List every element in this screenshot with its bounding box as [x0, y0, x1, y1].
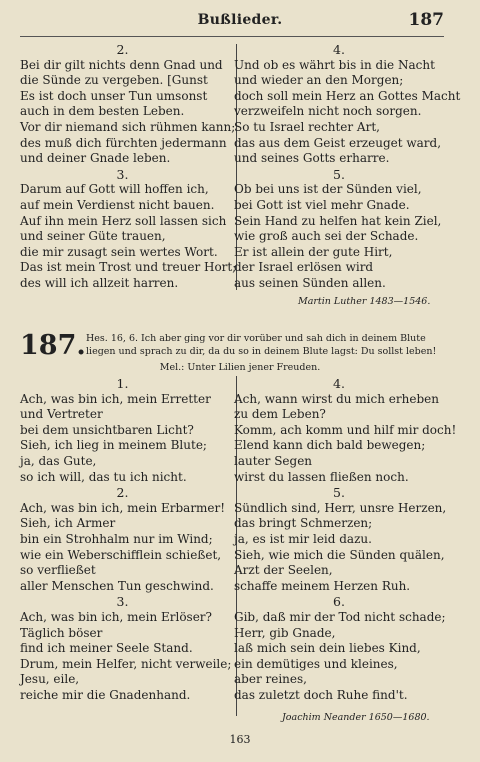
verse-line: aller Menschen Tun geschwind.	[20, 578, 214, 593]
verse-number: 2.	[116, 485, 129, 501]
verse-line: auch in dem besten Leben.	[20, 104, 185, 119]
verse-line: Es ist doch unser Tun umsonst	[20, 88, 208, 103]
verse-line: Drum, mein Helfer, nicht verweile;	[20, 656, 232, 671]
verse-line: die Sünde zu vergeben. [Gunst	[20, 73, 208, 88]
verse-line: des muß dich fürchten jedermann	[20, 135, 227, 150]
verse-line: das aus dem Geist erzeuget ward,	[234, 135, 442, 150]
hymn-187-author: Joachim Neander 1650—1680.	[282, 712, 430, 723]
verse-line: find ich meiner Seele Stand.	[20, 641, 193, 656]
verse-line: Sieh, ich Armer	[20, 516, 116, 531]
verse-line: ein demütiges und kleines,	[234, 656, 398, 671]
verse-line: Darum auf Gott will hoffen ich,	[20, 182, 209, 197]
verse-line: Ob bei uns ist der Sünden viel,	[234, 182, 422, 197]
verse-line: reiche mir die Gnadenhand.	[20, 687, 191, 702]
verse-number: 3.	[116, 594, 129, 610]
verse-line: und Vertreter	[20, 407, 103, 422]
verse-line: Vor dir niemand sich rühmen kann;	[20, 119, 236, 134]
verse-line: so ich will, das tu ich nicht.	[20, 469, 187, 484]
verse-line: des will ich allzeit harren.	[20, 275, 179, 290]
reference-line: liegen und sprach zu dir, da du so in deinem Blute lagst: Du sollst leben!	[86, 345, 437, 357]
verse-line: laß mich sein dein liebes Kind,	[234, 641, 421, 656]
verse-line: Bei dir gilt nichts denn Gnad und	[20, 57, 223, 72]
verse-line: Gib, daß mir der Tod nicht schade;	[234, 609, 446, 624]
verse-number: 6.	[333, 594, 345, 610]
verse-line: das bringt Schmerzen;	[234, 516, 373, 531]
verse-line: lauter Segen	[234, 453, 313, 468]
verse-number: 3.	[116, 166, 129, 182]
verse-line: Jesu, eile,	[20, 672, 80, 687]
verse-line: Ach, was bin ich, mein Erretter	[20, 391, 211, 406]
hymn-187-right-column	[234, 376, 457, 703]
verse-line: Er ist allein der gute Hirt,	[234, 244, 393, 259]
verse-line: und wieder an den Morgen;	[234, 73, 404, 88]
verse-line: Komm, ach komm und hilf mir doch!	[234, 422, 457, 437]
verse-line: So tu Israel rechter Art,	[234, 119, 380, 134]
verse-line: doch soll mein Herz an Gottes Macht	[234, 88, 461, 103]
section-title: Bußlieder.	[197, 12, 283, 28]
verse-line: schaffe meinem Herzen Ruh.	[234, 578, 411, 593]
verse-line: Arzt der Seelen,	[234, 563, 333, 578]
verse-line: Sieh, wie mich die Sünden quälen,	[234, 547, 445, 562]
page-number: 187	[408, 10, 444, 30]
verse-line: bei Gott ist viel mehr Gnade.	[234, 197, 410, 212]
verse-line: Täglich böser	[20, 625, 103, 640]
verse-number: 5.	[333, 485, 345, 501]
signature-mark: 163	[229, 733, 251, 746]
verse-line: auf mein Verdienst nicht bauen.	[20, 197, 215, 212]
verse-line: wie ein Weberschifflein schießet,	[20, 547, 222, 562]
verse-line: Ach, was bin ich, mein Erlöser?	[20, 609, 212, 624]
verse-line: Und ob es währt bis in die Nacht	[234, 57, 435, 72]
verse-line: wirst du lassen fließen noch.	[234, 469, 409, 484]
verse-line: zu dem Leben?	[234, 407, 326, 422]
verse-line: so verfließet	[20, 563, 96, 578]
verse-line: und seiner Güte trauen,	[20, 229, 166, 244]
hymn-186-author: Martin Luther 1483—1546.	[298, 296, 431, 307]
header-rule	[20, 36, 444, 37]
verse-line: und deiner Gnade leben.	[20, 151, 171, 166]
verse-line: bin ein Strohhalm nur im Wind;	[20, 531, 213, 546]
verse-line: Das ist mein Trost und treuer Hort;	[20, 260, 237, 275]
verse-line: die mir zusagt sein wertes Wort.	[20, 244, 218, 259]
verse-line: aus seinen Sünden allen.	[234, 275, 386, 290]
verse-line: ja, es ist mir leid dazu.	[234, 531, 372, 546]
verse-line: aber reines,	[234, 672, 307, 687]
verse-line: Ach, was bin ich, mein Erbarmer!	[20, 500, 226, 515]
hymn-187-number: 187.	[20, 330, 86, 361]
verse-line: Sündlich sind, Herr, unsre Herzen,	[234, 500, 447, 515]
verse-number: 2.	[116, 42, 129, 57]
verse-line: Elend kann dich bald bewegen;	[234, 438, 426, 453]
verse-line: bei dem unsichtbaren Licht?	[20, 422, 194, 437]
verse-line: das zuletzt doch Ruhe find't.	[234, 687, 408, 702]
verse-line: Auf ihn mein Herz soll lassen sich	[20, 213, 227, 228]
hymn-186-left-column	[20, 42, 237, 292]
verse-number: 4.	[333, 42, 345, 57]
verse-line: und seines Gotts erharre.	[234, 151, 390, 166]
verse-line: Sein Hand zu helfen hat kein Ziel,	[234, 213, 442, 228]
verse-line: verzweifeln nicht noch sorgen.	[234, 104, 422, 119]
hymn-187-melody: Mel.: Unter Lilien jener Freuden.	[159, 362, 321, 373]
verse-line: ja, das Gute,	[20, 453, 97, 468]
verse-number: 5.	[333, 166, 345, 182]
hymn-186-right-column	[234, 42, 461, 292]
hymn-187-left-column	[20, 376, 232, 703]
hymn-187-reference	[86, 333, 446, 358]
reference-line: Hes. 16, 6. Ich aber ging vor dir vorüber und sah dich in deinem Blute	[86, 333, 426, 344]
verse-line: wie groß auch sei der Schade.	[234, 229, 419, 244]
verse-number: 1.	[116, 376, 129, 391]
verse-line: Herr, gib Gnade,	[234, 625, 336, 640]
verse-line: Sieh, ich lieg in meinem Blute;	[20, 438, 207, 453]
verse-number: 4.	[333, 376, 345, 391]
verse-line: Ach, wann wirst du mich erheben	[234, 391, 439, 406]
verse-line: der Israel erlösen wird	[234, 260, 374, 275]
